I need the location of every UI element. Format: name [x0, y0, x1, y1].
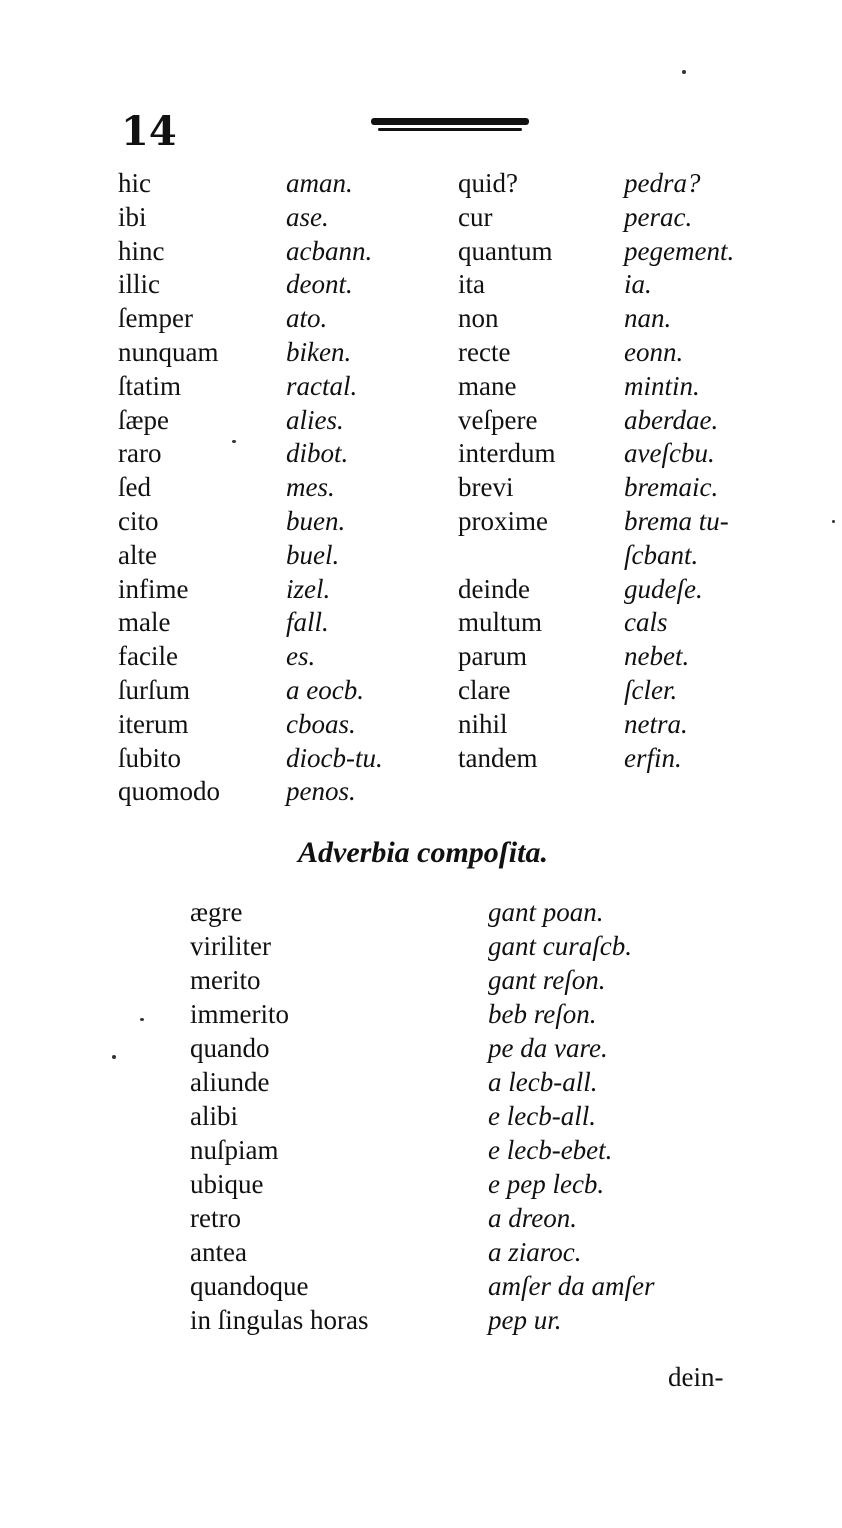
breton-translation: aveſcbu.: [624, 438, 715, 468]
breton-translation: ractal.: [286, 371, 358, 401]
latin-adverb: brevi: [458, 472, 514, 502]
latin-adverb: ſemper: [118, 303, 193, 333]
breton-translation: buel.: [286, 540, 340, 570]
breton-translation: ato.: [286, 303, 328, 333]
latin-adverb: hic: [118, 168, 151, 198]
compound-latin: quandoque: [190, 1271, 309, 1301]
latin-adverb: multum: [458, 607, 543, 637]
latin-adverb: parum: [458, 641, 527, 671]
breton-translation: deont.: [286, 269, 353, 299]
breton-translation: ia.: [624, 269, 652, 299]
latin-adverb: proxime: [458, 506, 548, 536]
breton-translation: nan.: [624, 303, 672, 333]
latin-adverb: ita: [458, 269, 485, 299]
breton-translation: penos.: [286, 776, 356, 806]
latin-adverb: cur: [458, 202, 493, 232]
latin-adverb: ſubito: [118, 743, 182, 773]
compound-breton: e lecb-all.: [488, 1101, 596, 1131]
breton-translation: cals: [624, 607, 668, 637]
compound-breton: amſer da amſer: [488, 1271, 655, 1301]
print-speck: [112, 1055, 116, 1059]
compound-breton: beb reſon.: [488, 999, 597, 1029]
compound-latin: nuſpiam: [190, 1135, 279, 1165]
breton-translation: nebet.: [624, 641, 690, 671]
latin-adverb: facile: [118, 641, 178, 671]
compound-latin: ubique: [190, 1169, 264, 1199]
latin-adverb: veſpere: [458, 405, 538, 435]
latin-adverb: quid?: [458, 168, 518, 198]
compound-breton: gant curaſcb.: [488, 931, 632, 961]
latin-adverb: clare: [458, 675, 511, 705]
compound-latin: merito: [190, 965, 261, 995]
latin-adverb: cito: [118, 506, 159, 536]
compound-latin: in ſingulas horas: [190, 1305, 369, 1335]
latin-adverb: quantum: [458, 236, 553, 266]
breton-translation: brema tu-: [624, 506, 729, 536]
breton-translation: a eocb.: [286, 675, 364, 705]
latin-adverb: mane: [458, 371, 517, 401]
latin-adverb: deinde: [458, 574, 530, 604]
print-speck: [232, 440, 236, 443]
latin-adverb: recte: [458, 337, 511, 367]
breton-translation: ase.: [286, 202, 329, 232]
breton-translation: izel.: [286, 574, 331, 604]
print-speck: [140, 1018, 144, 1021]
compound-latin: ægre: [190, 897, 243, 927]
breton-translation: aberdae.: [624, 405, 719, 435]
breton-translation: bremaic.: [624, 472, 719, 502]
breton-translation: ſcler.: [624, 675, 678, 705]
breton-translation: fall.: [286, 607, 329, 637]
latin-adverb: ſed: [118, 472, 151, 502]
breton-translation: biken.: [286, 337, 352, 367]
latin-adverb: alte: [118, 540, 157, 570]
compound-latin: immerito: [190, 999, 289, 1029]
latin-adverb: quomodo: [118, 776, 221, 806]
latin-adverb: ſæpe: [118, 405, 169, 435]
print-speck: [682, 70, 686, 74]
latin-adverb: tandem: [458, 743, 538, 773]
compound-latin: aliunde: [190, 1067, 270, 1097]
latin-adverb: hinc: [118, 236, 165, 266]
latin-adverb: male: [118, 607, 171, 637]
catchword: dein-: [668, 1362, 724, 1392]
compound-breton: a ziaroc.: [488, 1237, 582, 1267]
compound-breton: a lecb-all.: [488, 1067, 598, 1097]
latin-adverb: illic: [118, 269, 160, 299]
latin-adverb: non: [458, 303, 499, 333]
breton-translation: cboas.: [286, 709, 356, 739]
breton-translation: eonn.: [624, 337, 684, 367]
breton-translation: netra.: [624, 709, 688, 739]
breton-translation: mintin.: [624, 371, 700, 401]
compound-breton: pep ur.: [488, 1305, 562, 1335]
compound-breton: e lecb-ebet.: [488, 1135, 613, 1165]
compound-latin: antea: [190, 1237, 247, 1267]
latin-adverb: ſtatim: [118, 371, 181, 401]
compound-latin: quando: [190, 1033, 270, 1063]
compound-breton: gant poan.: [488, 897, 604, 927]
breton-translation: buen.: [286, 506, 346, 536]
breton-translation: erfin.: [624, 743, 682, 773]
latin-adverb: nunquam: [118, 337, 219, 367]
latin-adverb: ſurſum: [118, 675, 190, 705]
latin-adverb: infime: [118, 574, 189, 604]
compound-breton: gant reſon.: [488, 965, 606, 995]
section-heading: Adverbia compoſita.: [298, 836, 548, 869]
breton-translation: es.: [286, 641, 316, 671]
compound-breton: e pep lecb.: [488, 1169, 605, 1199]
breton-translation: pedra?: [624, 168, 701, 198]
breton-translation: dibot.: [286, 438, 349, 468]
latin-adverb: ibi: [118, 202, 147, 232]
breton-translation: ſcbant.: [624, 540, 699, 570]
compound-latin: viriliter: [190, 931, 271, 961]
print-speck: [832, 520, 835, 523]
breton-translation: acbann.: [286, 236, 373, 266]
latin-adverb: interdum: [458, 438, 556, 468]
compound-latin: retro: [190, 1203, 241, 1233]
breton-translation: perac.: [624, 202, 693, 232]
breton-translation: mes.: [286, 472, 335, 502]
breton-translation: alies.: [286, 405, 344, 435]
header-rule: [371, 118, 529, 125]
breton-translation: pegement.: [624, 236, 735, 266]
breton-translation: gudeſe.: [624, 574, 703, 604]
compound-breton: a dreon.: [488, 1203, 577, 1233]
compound-latin: alibi: [190, 1101, 238, 1131]
latin-adverb: nihil: [458, 709, 508, 739]
compound-breton: pe da vare.: [488, 1033, 608, 1063]
header-rule-lower: [378, 128, 522, 131]
latin-adverb: iterum: [118, 709, 189, 739]
page-number: 14: [121, 108, 177, 155]
latin-adverb: raro: [118, 438, 162, 468]
breton-translation: diocb-tu.: [286, 743, 383, 773]
breton-translation: aman.: [286, 168, 353, 198]
